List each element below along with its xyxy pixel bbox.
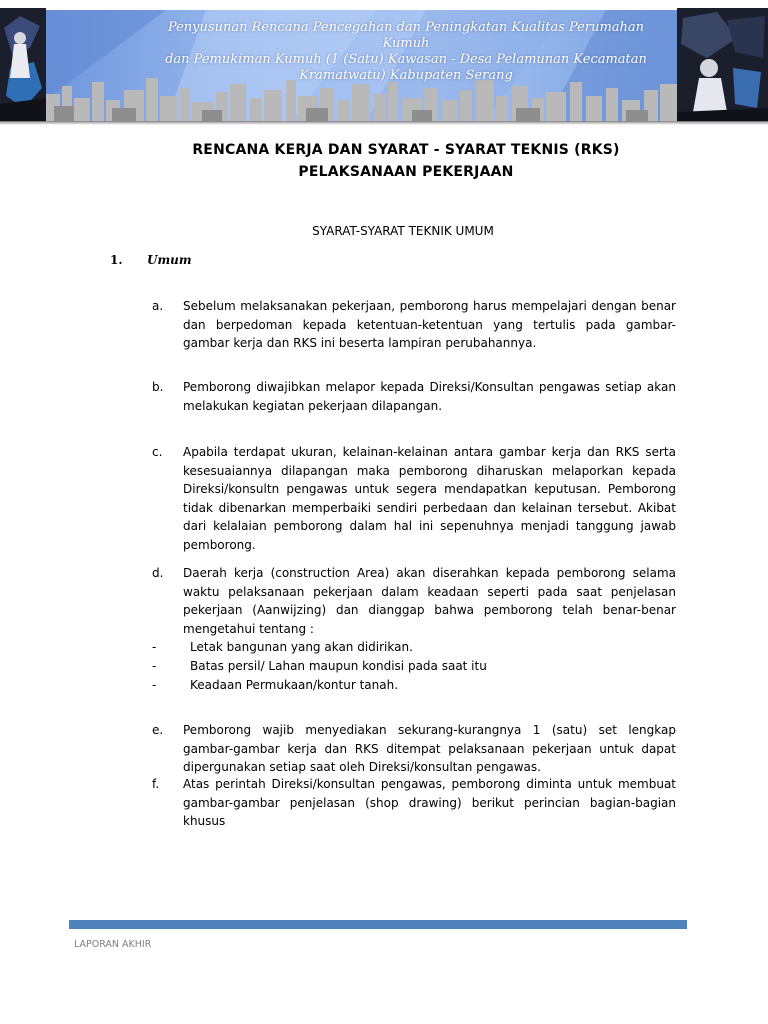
banner-title-line1: Penyusunan Rencana Pencegahan dan Peningkatan Kualitas Perumahan Kumuh [167,20,645,51]
sub-list-dash: - [152,659,157,673]
banner-title [146,20,666,84]
section-number: 1. [110,253,123,267]
section-title: Umum [147,253,192,267]
list-item-text: Pemborong wajib menyediakan sekurang-kurangnya 1 (satu) set lengkap gambar-gambar kerja dan RKS ditempat pelaksanaan pekerjaan untuk dapat dipergunakan setiap saat oleh Direksi/konsultan pengawas. [183,723,676,774]
list-item-c [152,443,676,554]
list-item-label: b. [152,380,164,394]
sub-list-dash: - [152,640,157,654]
sub-list-dash: - [152,678,157,692]
list-item-text: Atas perintah Direksi/konsultan pengawas, pemborong diminta untuk membuat gambar-gambar penjelasan (shop drawing) berikut perincian bagian-bagian khusus [183,777,676,828]
sub-list-text: Letak bangunan yang akan didirikan. [190,640,413,654]
header-banner [0,4,768,122]
banner-right-photo [677,8,768,122]
sub-list-item [152,657,676,676]
banner-main [46,10,677,122]
sub-list [152,638,676,695]
document-title-line2: PELAKSANAAN PEKERJAAN [298,164,514,180]
sub-list-item [152,638,676,657]
list-item-d [152,564,676,695]
list-item-b [152,378,676,415]
list-item-label: e. [152,723,164,737]
list-item-text: Daerah kerja (construction Area) akan diserahkan kepada pemborong selama waktu pelaksanaan pekerjaan dalam keadaan seperti pada saat penjelasan pekerjaan (Aanwijzing) dan dianggap bahwa pemborong telah benar-benar mengetahui tentang : [183,566,676,636]
document-title-line1: RENCANA KERJA DAN SYARAT - SYARAT TEKNIS (RKS) [192,142,620,158]
banner-left-photo [0,8,46,122]
list-item-label: a. [152,299,164,313]
list-item-text: Sebelum melaksanakan pekerjaan, pemborong harus mempelajari dengan benar dan berpedoman kepada ketentuan-ketentuan yang tertulis pada gambar-gambar kerja dan RKS ini beserta lampiran perubahannya. [183,299,676,350]
banner-title-line3: Kramatwatu) Kabupaten Serang [299,68,513,83]
list-item-text: Pemborong diwajibkan melapor kepada Direksi/Konsultan pengawas setiap akan melakukan kegiatan pekerjaan dilapangan. [183,380,676,413]
sub-list-text: Batas persil/ Lahan maupun kondisi pada saat itu [190,659,487,673]
sub-list-item [152,676,676,695]
sub-list-text: Keadaan Permukaan/kontur tanah. [190,678,399,692]
list-item-label: c. [152,445,163,459]
list-item-e [152,721,676,777]
list-item-f [152,775,676,831]
list-item-label: d. [152,566,164,580]
banner-title-line2: dan Pemukiman Kumuh (1 (Satu) Kawasan - Desa Pelamunan Kecamatan [165,52,647,67]
banner-shadow [0,121,768,125]
footer-bar [69,920,687,929]
list-item-label: f. [152,777,160,791]
footer-text: LAPORAN AKHIR [74,939,152,950]
list-item-a [152,297,676,353]
section-heading: SYARAT-SYARAT TEKNIK UMUM [312,224,494,238]
list-item-text: Apabila terdapat ukuran, kelainan-kelainan antara gambar kerja dan RKS serta kesesuaiannya dilapangan maka pemborong diharuskan melaporkan kepada Direksi/konsultn pengawas untuk segera mendapatkan keputusan. Pemborong tidak dibenarkan memperbaiki sendiri perbedaan dan kelainan tersebut. Akibat dari kelalaian pemborong dalam hal ini sepenuhnya menjadi tanggung jawab pemborong. [183,445,676,552]
